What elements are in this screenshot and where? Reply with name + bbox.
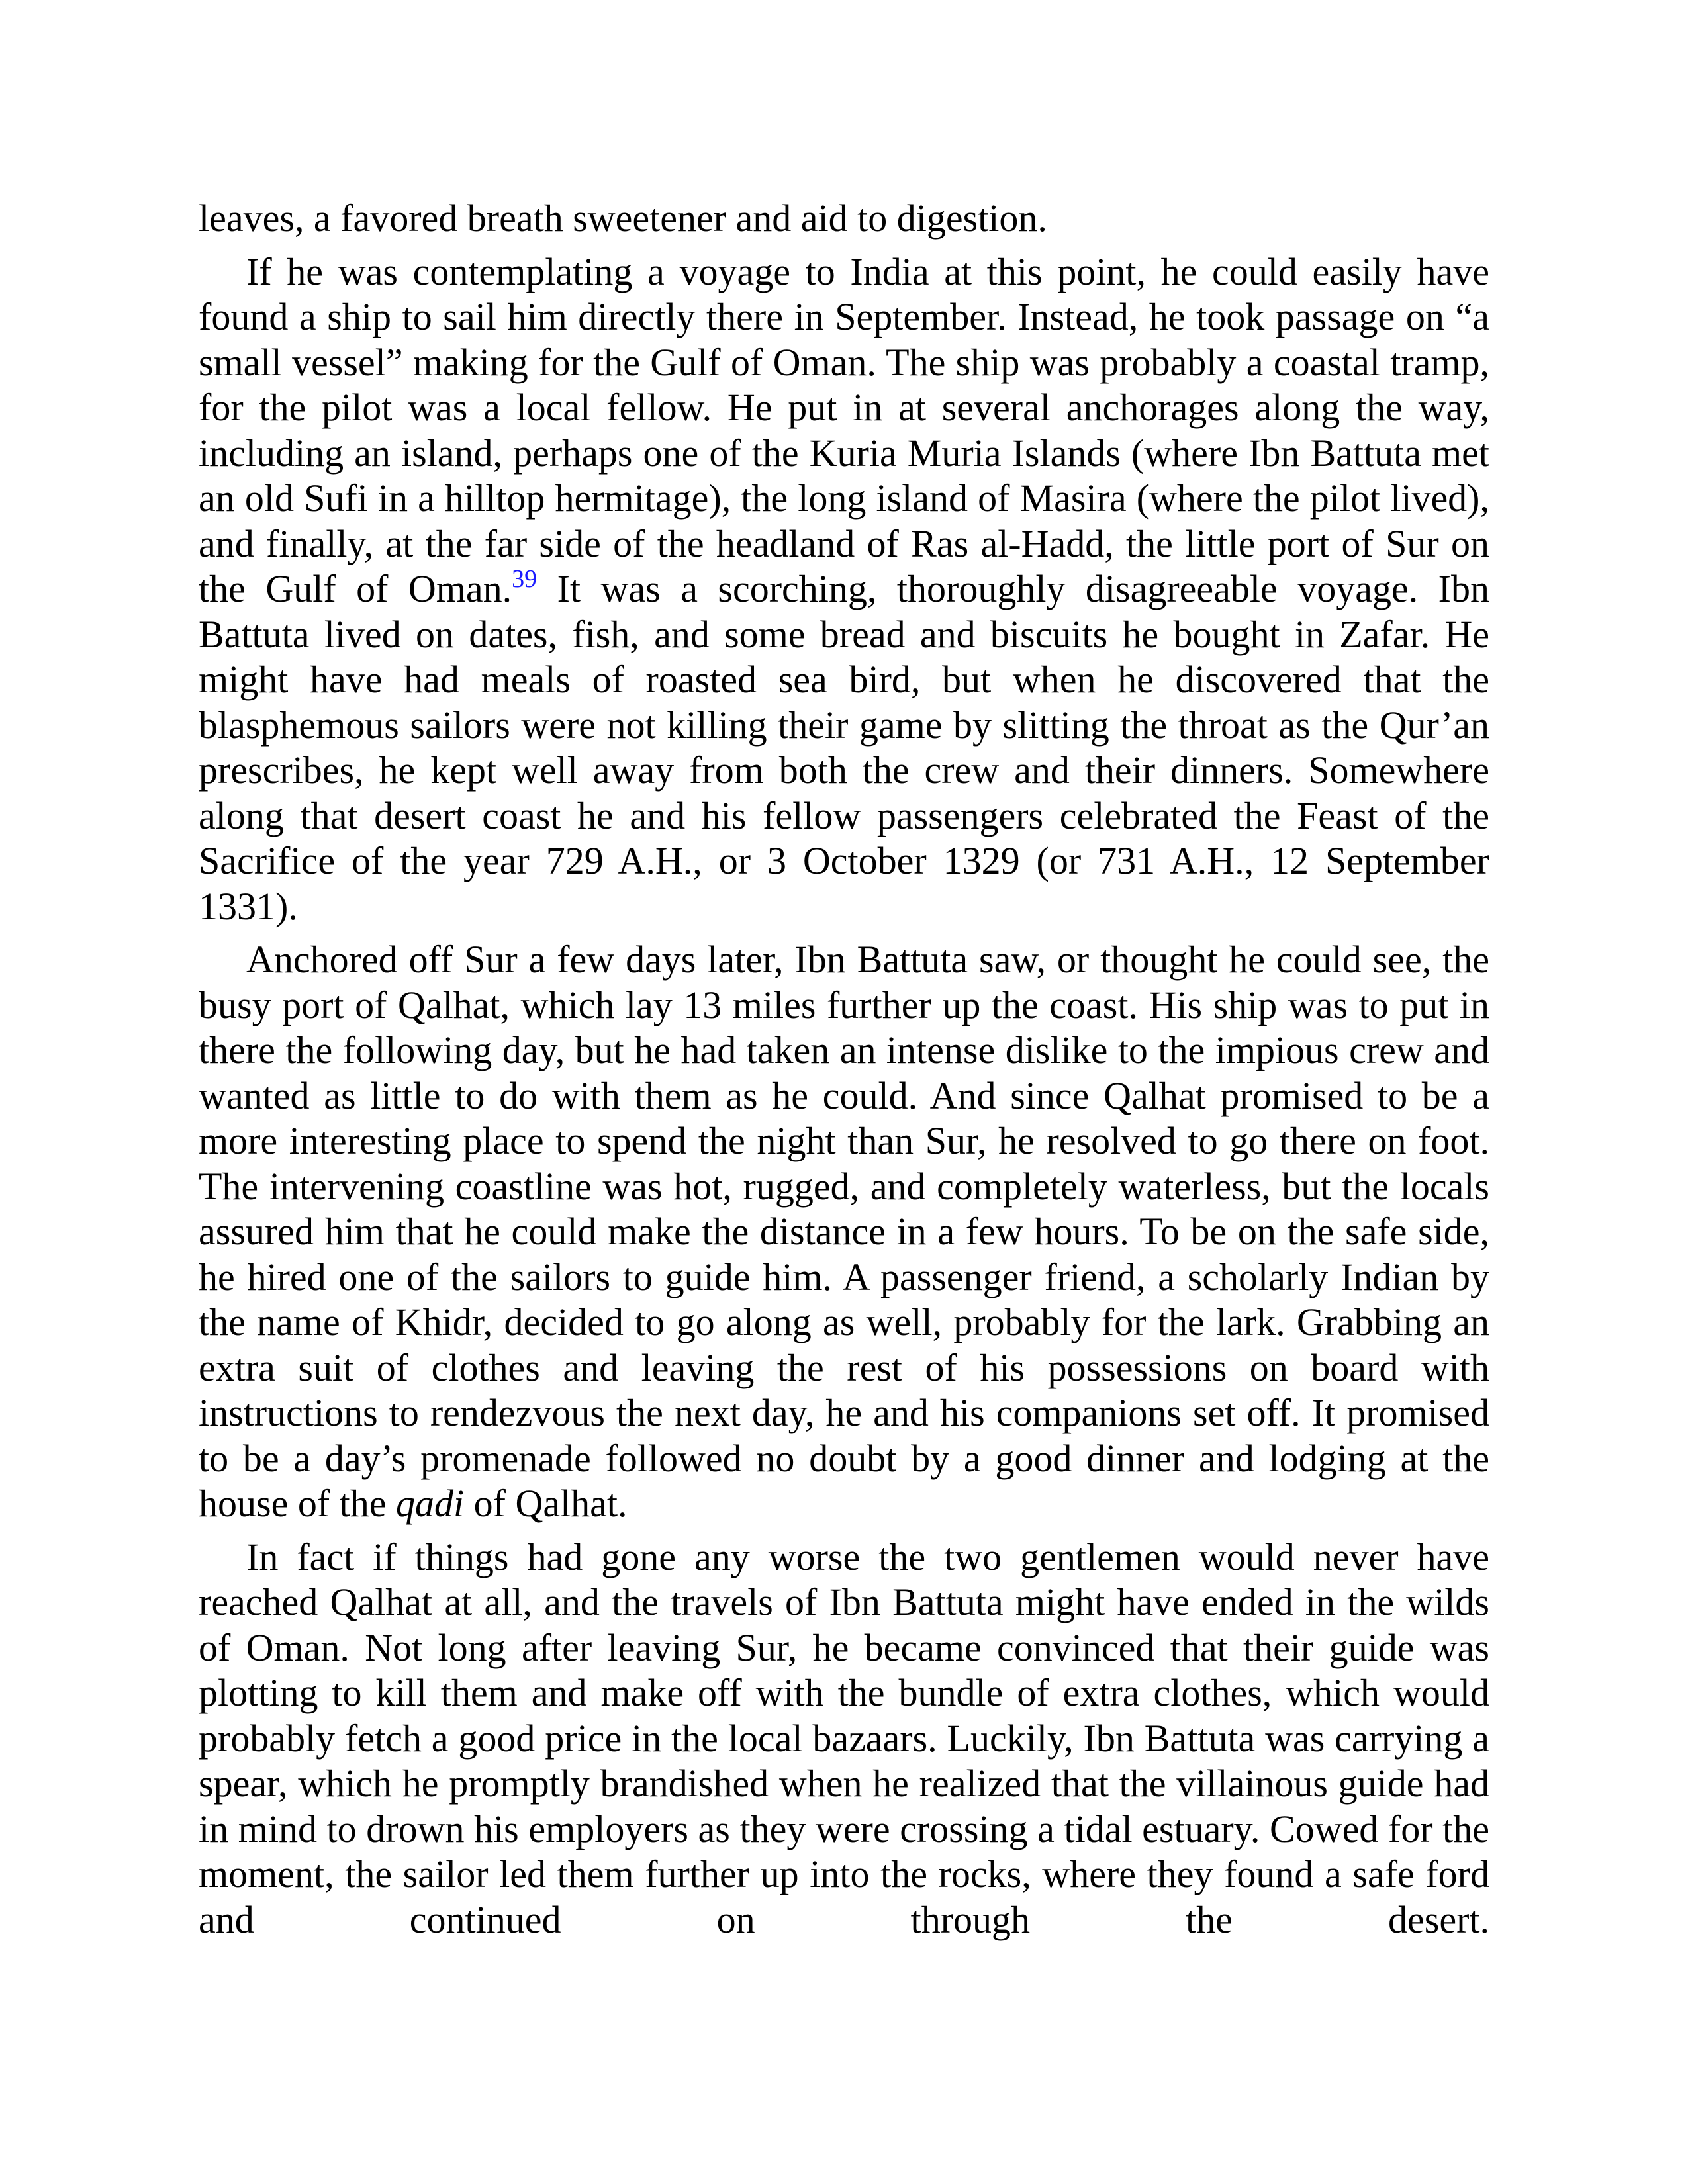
paragraph-continued: [199, 196, 1489, 242]
paragraph-guide-plot: [199, 1535, 1489, 1943]
paragraph-text: leaves, a favored breath sweetener and aid to digestion.: [199, 197, 1047, 240]
footnote-reference[interactable]: 39: [512, 565, 538, 593]
paragraph-text: It was a scorching, thoroughly disagreeable voyage. Ibn Battuta lived on dates, fish, and some bread and biscuits he bought in Zafar. He might have had meals of roasted sea bird, but when he discovered that the blasphemous sailors were not killing their game by slitting the throat as the Qur’an prescribes, he kept well away from both the crew and their dinners. Somewhere along that desert coast he and his fellow passengers celebrated the Feast of the Sacrifice of the year 729 A.H., or 3 October 1329 (or 731 A.H., 12 September 1331).: [199, 567, 1489, 928]
paragraph-text: of Qalhat.: [464, 1482, 628, 1525]
paragraph-voyage-to-oman: [199, 250, 1489, 930]
document-page: [199, 196, 1489, 1942]
paragraph-qalhat: [199, 937, 1489, 1527]
paragraph-text: In fact if things had gone any worse the two gentlemen would never have reached Qalhat at all, and the travels of Ibn Battuta might have ended in the wilds of Oman. Not long after leaving Sur, he became convinced that their guide was plotting to kill them and make off with the bundle of extra clothes, which would probably fetch a good price in the local bazaars. Luckily, Ibn Battuta was carrying a spear, which he promptly brandished when he realized that the villainous guide had in mind to drown his employers as they were crossing a tidal estuary. Cowed for the moment, the sailor led them further up into the rocks, where they found a safe ford and continued on through the desert.: [199, 1535, 1489, 1941]
paragraph-text: If he was contemplating a voyage to India at this point, he could easily have found a ship to sail him directly there in September. Instead, he took passage on “a small vessel” making for the Gulf of Oman. The ship was probably a coastal tramp, for the pilot was a local fellow. He put in at several anchorages along the way, including an island, perhaps one of the Kuria Muria Islands (where Ibn Battuta met an old Sufi in a hilltop hermitage), the long island of Masira (where the pilot lived), and finally, at the far side of the headland of Ras al-Hadd, the little port of Sur on the Gulf of Oman.: [199, 250, 1489, 610]
paragraph-text: Anchored off Sur a few days later, Ibn Battuta saw, or thought he could see, the busy port of Qalhat, which lay 13 miles further up the coast. His ship was to put in there the following day, but he had taken an intense dislike to the impious crew and wanted as little to do with them as he could. And since Qalhat promised to be a more interesting place to spend the night than Sur, he resolved to go there on foot. The intervening coastline was hot, rugged, and completely waterless, but the locals assured him that he could make the distance in a few hours. To be on the safe side, he hired one of the sailors to guide him. A passenger friend, a scholarly Indian by the name of Khidr, decided to go along as well, probably for the lark. Grabbing an extra suit of clothes and leaving the rest of his possessions on board with instructions to rendezvous the next day, he and his companions set off. It promised to be a day’s promenade followed no doubt by a good dinner and lodging at the house of the: [199, 938, 1489, 1525]
italic-term: qadi: [396, 1482, 465, 1525]
